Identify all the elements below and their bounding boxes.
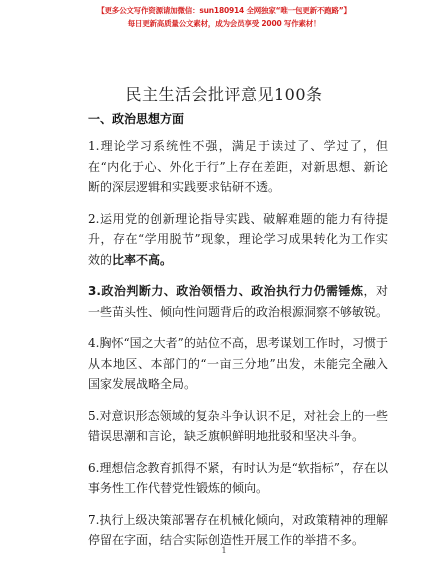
paragraph-1: 1.理论学习系统性不强，满足于读过了、学过了，但在“内化于心、外化于行”上存在差距，对新思想、新论断的深层逻辑和实践要求钻研不透。 bbox=[88, 139, 388, 194]
paragraph-7: 7.执行上级决策部署存在机械化倾向，对政策精神的理解停留在字面，结合实际创造性开展工作的举措不多。 bbox=[88, 512, 388, 547]
paragraph-2: 2.运用党的创新理论指导实践、破解难题的能力有待提升，存在“学用脱节”现象，理论学习成果转化为工作实效的比率不高。 bbox=[88, 211, 388, 267]
paragraph-4: 4.胸怀“国之大者”的站位不高，思考谋划工作时，习惯于从本地区、本部门的“一亩三分地”出发，未能完全融入国家发展战略全局。 bbox=[88, 336, 388, 391]
page-number: 1 bbox=[221, 546, 227, 555]
promo-banner-line1: 【更多公文写作资源请加微信：sun180914 全网独家“唯一包更新不跑路”】 bbox=[97, 6, 351, 15]
section-heading: 一、政治思想方面 bbox=[88, 112, 185, 126]
emphasized-text: 比率不高。 bbox=[112, 252, 173, 267]
promo-banner-line2: 每日更新高质量公文素材，成为会员享受 2000 写作素材！ bbox=[127, 19, 321, 28]
document-title: 民主生活会批评意见100条 bbox=[125, 85, 323, 104]
paragraph-3: 3.政治判断力、政治领悟力、政治执行力仍需锤炼，对一些苗头性、倾向性问题背后的政治根源洞察不够敏锐。 bbox=[88, 284, 389, 319]
document-body bbox=[88, 136, 388, 562]
emphasized-text: 3.政治判断力、政治领悟力、政治执行力仍需锤炼 bbox=[88, 284, 364, 298]
paragraph-5: 5.对意识形态领域的复杂斗争认识不足，对社会上的一些错误思潮和言论，缺乏旗帜鲜明地批驳和坚决斗争。 bbox=[88, 408, 388, 443]
paragraph-6: 6.理想信念教育抓得不紧，有时认为是“软指标”，存在以事务性工作代替党性锻炼的倾向。 bbox=[88, 460, 388, 495]
promo-banner bbox=[0, 4, 448, 30]
